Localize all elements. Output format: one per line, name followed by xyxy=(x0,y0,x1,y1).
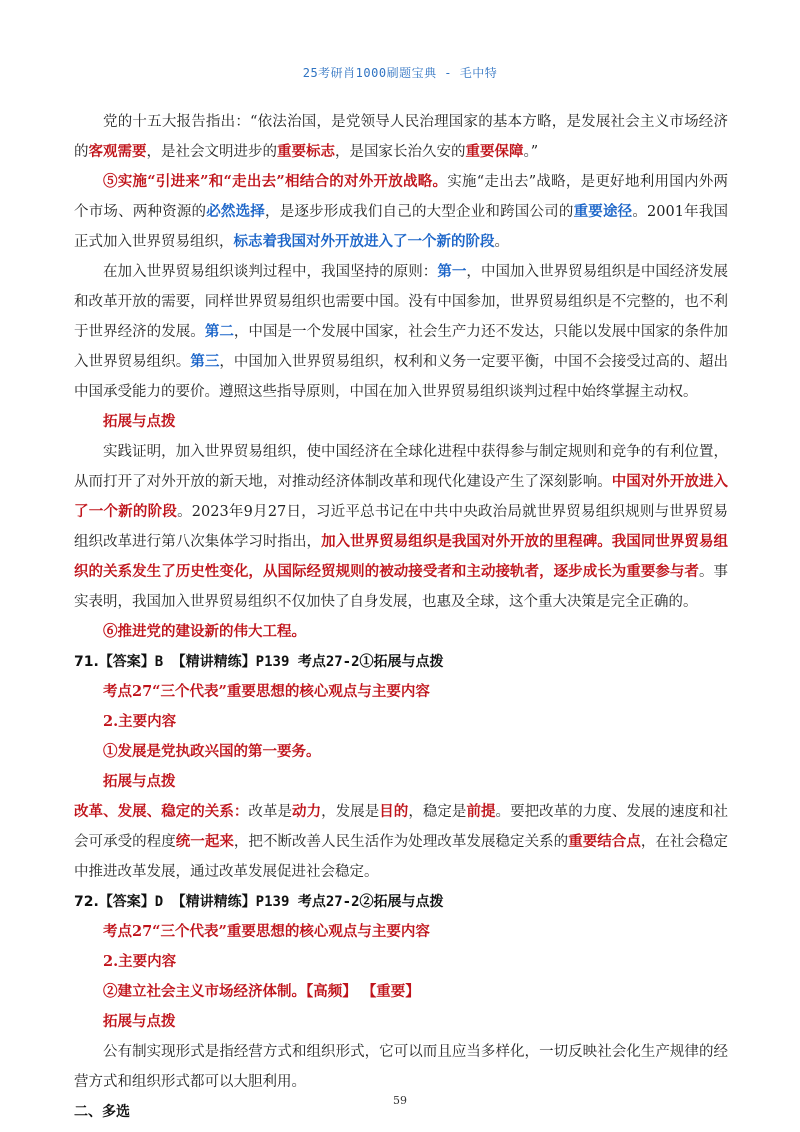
para-wto-principles: 在加入世界贸易组织谈判过程中，我国坚持的原则：第一，中国加入世界贸易组织是中国经济发展和改革开放的需要，同样世界贸易组织也需要中国。没有中国参加，世界贸易组织是不完整的，也不利于世界经济的发展。第二，中国是一个发展中国家，社会生产力还不发达，只能以发展中国家的条件加入世界贸易组织。第三，中国加入世界贸易组织，权利和义务一定要平衡，中国不会接受过高的、超出中国承受能力的要价。遵照这些指导原则，中国在加入世界贸易组织谈判过程中始终掌握主动权。 xyxy=(74,263,729,400)
page-header: 25考研肖1000刷题宝典 - 毛中特 xyxy=(302,66,498,80)
q71-point: ①发展是党执政兴国的第一要务。 xyxy=(103,743,321,760)
extension-label-1: 拓展与点拨 xyxy=(103,413,176,430)
page-content xyxy=(74,107,728,1127)
para-rule-of-law: 党的十五大报告指出：“依法治国，是党领导人民治理国家的基本方略，是发展社会主义市场经济的客观需要，是社会文明进步的重要标志，是国家长治久安的重要保障。” xyxy=(74,114,728,160)
q72-subheading: 2.主要内容 xyxy=(103,953,177,970)
para-item5: ⑤实施“引进来”和“走出去”相结合的对外开放战略。实施“走出去”战略，是更好地利用国内外两个市场、两种资源的必然选择，是逐步形成我们自己的大型企业和跨国公司的重要途径。2001年我国正式加入世界贸易组织，标志着我国对外开放进入了一个新的阶段。 xyxy=(74,173,729,250)
page-number: 59 xyxy=(393,1094,407,1107)
item6-heading: ⑥推进党的建设新的伟大工程。 xyxy=(103,623,306,640)
q71-topic: 考点27“三个代表”重要思想的核心观点与主要内容 xyxy=(103,683,430,700)
q72-point: ②建立社会主义市场经济体制。【高频】 【重要】 xyxy=(103,983,420,1000)
para-ownership: 公有制实现形式是指经营方式和组织形式，它可以而且应当多样化，一切反映社会化生产规律的经营方式和组织形式都可以大胆利用。 xyxy=(74,1044,728,1090)
important-tag: 【重要】 xyxy=(361,983,420,1000)
answer-71: 71.【答案】B 【精讲精练】P139 考点27-2①拓展与点拨 xyxy=(74,654,444,670)
answer-72: 72.【答案】D 【精讲精练】P139 考点27-2②拓展与点拨 xyxy=(74,894,444,910)
q71-extension-label: 拓展与点拨 xyxy=(103,773,176,790)
q72-extension-label: 拓展与点拨 xyxy=(103,1013,176,1030)
para-practice: 实践证明，加入世界贸易组织，使中国经济在全球化进程中获得参与制定规则和竞争的有利位置，从而打开了对外开放的新天地，对推动经济体制改革和现代化建设产生了深刻影响。中国对外开放进入了一个新的阶段。2023年9月27日，习近平总书记在中共中央政治局就世界贸易组织规则与世界贸易组织改革进行第八次集体学习时指出，加入世界贸易组织是我国对外开放的里程碑。我国同世界贸易组织的关系发生了历史性变化，从国际经贸规则的被动接受者和主动接轨者，逐步成长为重要参与者。事实表明，我国加入世界贸易组织不仅加快了自身发展，也惠及全球，这个重大决策是完全正确的。 xyxy=(74,444,729,610)
q72-topic: 考点27“三个代表”重要思想的核心观点与主要内容 xyxy=(103,923,430,940)
section-multiple-choice: 二、多选 xyxy=(74,1104,130,1120)
high-frequency-tag: 【高频】 xyxy=(306,983,357,1000)
para-reform-relationship: 改革、发展、稳定的关系：改革是动力，发展是目的，稳定是前提。要把改革的力度、发展的速度和社会可承受的程度统一起来，把不断改善人民生活作为处理改革发展稳定关系的重要结合点，在社会稳定中推进改革发展，通过改革发展促进社会稳定。 xyxy=(74,803,729,880)
q71-subheading: 2.主要内容 xyxy=(103,713,177,730)
